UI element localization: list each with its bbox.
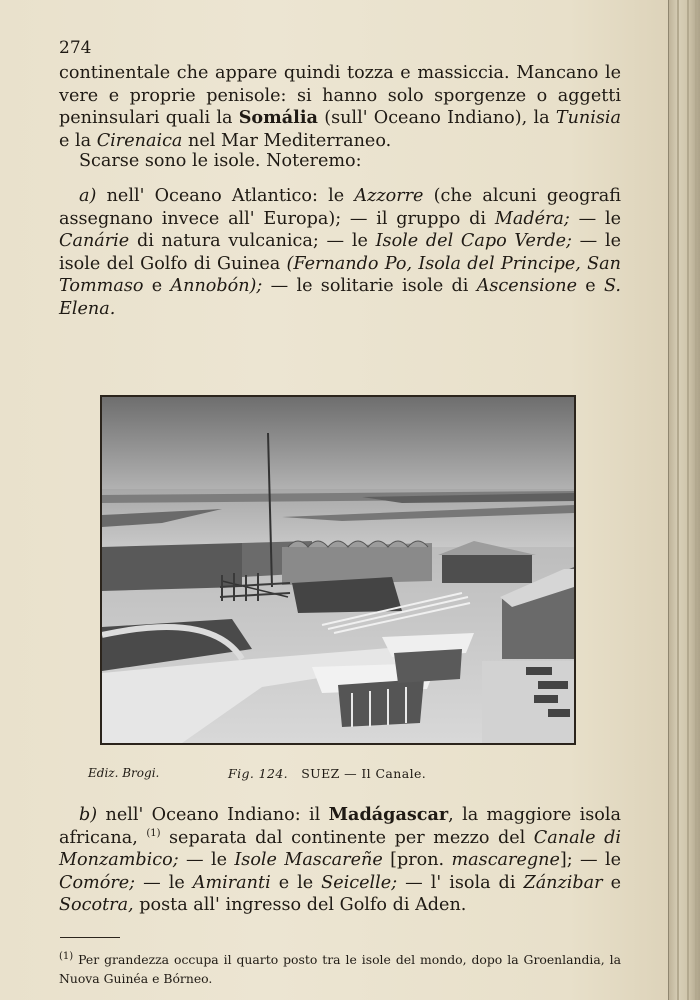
term-azzorre: Azzorre [354,186,424,206]
list-label-a: a) [79,186,97,206]
term-canarie: Canárie [59,231,130,252]
text-run: — le [569,208,621,229]
text-run: ]; — le [559,850,621,871]
text-run: separata dal continente per mezzo del [160,827,534,848]
photo-credit: Ediz. Brogi. [88,766,160,780]
term-zanzibar: Zánzibar [523,872,603,893]
paragraph-islands-intro [59,150,621,173]
text-run: e [602,872,621,893]
term-s-elena: S. Elena. [59,276,622,319]
term-amiranti: Amiranti [192,872,271,893]
paragraph-continent [59,62,621,152]
footnote-reference[interactable]: (1) [146,827,161,839]
figure-number: Fig. 124. [228,766,289,781]
text-run: — l' isola di [397,872,524,893]
text-run: (che alcuni geografi assegnano invece all' Europa); — il gruppo di [59,186,621,229]
text-run: nel Mar Mediterraneo. [182,130,392,151]
footnote-divider [60,937,120,938]
term-seicelle: Seicelle; [321,872,398,893]
term-tunisia: Tunisia [555,108,621,129]
text-run: nell' Oceano Indiano: il [97,805,329,825]
text-run: (sull' Oceano Indiano), la [317,108,556,129]
text-run: — le isole del Golfo di Guinea [59,231,621,274]
list-label-b: b) [79,805,98,825]
text-run: — le [178,850,235,871]
term-madera: Madéra; [494,208,570,229]
text-run: e le [270,872,322,893]
text-run: e [577,276,604,297]
text-run: e [143,276,171,297]
paragraph-indian-ocean-islands [59,804,621,917]
text-run: , la maggiore isola africana, [59,805,622,848]
text-run: continentale che appare quindi tozza e massiccia. Mancano le vere e proprie penisole: si hanno solo sporgenze o aggetti peninsulari quali la [59,63,621,129]
suez-canal-photo [100,395,576,745]
term-socotra: Socotra, [59,895,134,916]
term-canale-monzambico: Canale di Monzambico; [59,827,621,871]
text-run: nell' Oceano Atlantico: le [96,186,355,206]
term-cirenaica: Cirenaica [96,130,183,151]
text-run: posta all' ingresso del Golfo di Aden. [133,895,467,916]
term-madagascar: Madágascar [328,804,449,825]
footnote-text: Per grandezza occupa il quarto posto tra le isole del mondo, dopo la Groenlandia, la Nuova Guinéa e Bórneo. [59,952,621,986]
paragraph-atlantic-islands [59,185,621,321]
footnote [59,950,621,988]
term-annobon: Annobón); [170,276,263,297]
footnote-marker: (1) [59,950,74,962]
photo-illustration [102,397,574,743]
term-capo-verde: Isole del Capo Verde; [375,231,572,252]
term-mascarene: Isole Mascareñe [234,850,383,871]
text-run: di natura vulcanica; — le [129,231,376,252]
text-run: [pron. [382,850,452,871]
text-run: — le [135,872,193,893]
term-pronunciation: mascaregne [451,850,560,871]
figure-caption-text: SUEZ — Il Canale. [301,766,427,781]
text-run: e la [59,130,97,151]
text-run: — le solitarie isole di [262,276,477,297]
page-number: 274 [59,38,92,58]
text-run: Scarse sono le isole. Noteremo: [79,151,362,171]
figure-caption [228,766,426,781]
term-somalia: Somália [238,107,318,129]
page-edge [668,0,700,1000]
term-guinea-islands: (Fernando Po, Isola del Principe, San Tommaso [59,253,621,297]
term-comore: Comóre; [59,872,136,893]
term-ascensione: Ascensione [476,276,578,297]
